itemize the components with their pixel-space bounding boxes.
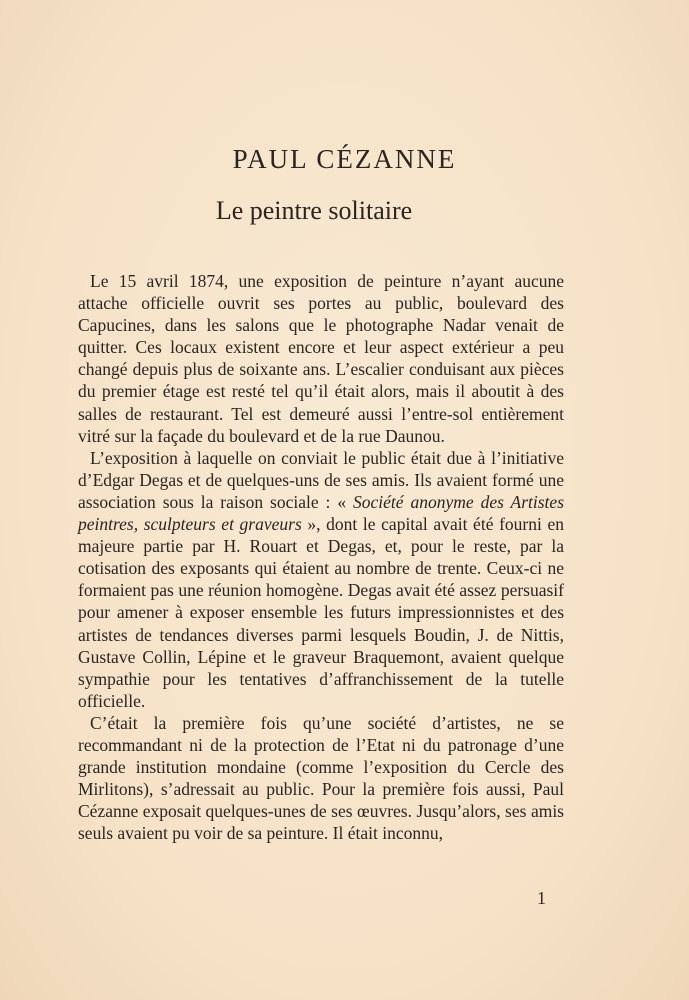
body-text <box>78 270 564 844</box>
chapter-title: PAUL CÉZANNE <box>232 144 457 174</box>
paragraph <box>78 712 564 845</box>
text-run: », dont le capital avait été fourni en majeure partie par H. Rouart et Degas, et, pour le reste, par la cotisation des exposants qui étaient au nombre de trente. Ceux-ci ne formaient pas une réunion homogène. Degas avait été assez persuasif pour amener à exposer ensemble les futurs impressionnistes et des artistes de tendances diverses parmi lesquels Boudin, J. de Nittis, Gustave Collin, Lépine et le graveur Braquemont, avaient quelque sympathie pour les tentatives d’affranchissement de la tutelle officielle. <box>78 514 564 711</box>
paragraph <box>78 447 564 712</box>
text-run: L’exposition à laquelle on conviait le public était due à l’initiative d’Edgar Degas et de quelques-uns de ses amis. Ils avaient formé une association sous la raison sociale : « <box>78 447 564 512</box>
text-run: Le 15 avril 1874, une exposition de peinture n’ayant aucune attache officielle ouvrit ses portes au public, boulevard des Capucines, dans les salons que le photographe Nadar venait de quitter. Ces locaux existent encore et leur aspect extérieur a peu changé depuis plus de soixante ans. L’escalier conduisant aux pièces du premier étage est resté tel qu’il était alors, mais il aboutit à des salles de restaurant. Tel est demeuré aussi l’entre-sol entièrement vitré sur la façade du boulevard et de la rue Daunou. <box>78 271 564 446</box>
chapter-subtitle: Le peintre solitaire <box>215 196 413 225</box>
page-number: 1 <box>537 888 546 908</box>
text-run: C’était la première fois qu’une société d’artistes, ne se recommandant ni de la protection de l’Etat ni du patronage d’une grande institution mondaine (comme l’exposition du Cercle des Mirlitons), s’adressait au public. Pour la première fois aussi, Paul Cézanne exposait quelques-unes de ses œuvres. Jusqu’alors, ses amis seuls avaient pu voir de sa peinture. Il était inconnu, <box>78 712 564 844</box>
paragraph <box>78 270 564 447</box>
italic-society-name: Société anonyme des Artistes peintres, sculpteurs et graveurs <box>78 491 564 535</box>
